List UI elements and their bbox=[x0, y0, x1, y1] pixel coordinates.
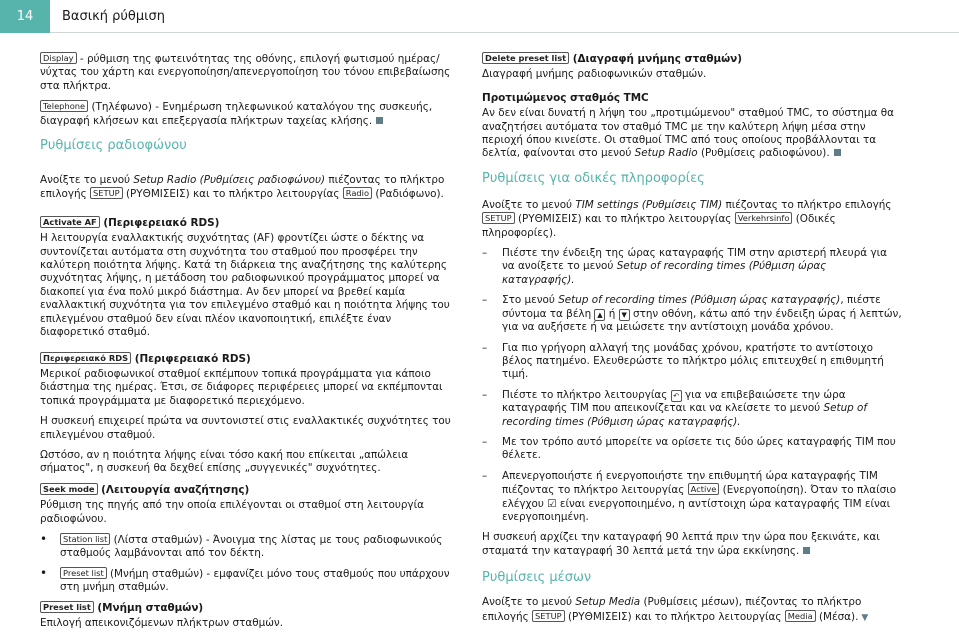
tim-intro: Ανοίξτε το μενού TIM settings (Ρυθμίσεις TIM) πιέζοντας το πλήκτρο επιλογής SETUP (ΡΥΘΜΙΣΕΙΣ) και το πλήκτρο λειτουργίας Verkehrsinfo (Οδικές πληροφορίες). bbox=[482, 198, 892, 239]
tim-note: Η συσκευή αρχίζει την καταγραφή 90 λεπτά πριν την ώρα που ξεκινάτε, και σταματά την καταγραφή 30 λεπτά μετά την ώρα εκκίνησης. bbox=[482, 531, 880, 557]
list-item: – Για πιο γρήγορη αλλαγή της μονάδας χρόνου, κρατήστε το αντίστοιχο βέλος πατημένο. Ελευθερώστε το πλήκτρο μόλις επιτευχθεί η επιθυμητή τιμή. bbox=[482, 342, 902, 382]
arrow-up-icon: ▲ bbox=[594, 309, 605, 321]
setup-key: SETUP bbox=[90, 187, 123, 199]
chevron-down-icon: ▼ bbox=[861, 612, 869, 623]
list-item: – Απενεργοποιήστε ή ενεργοποιήστε την επιθυμητή ώρα καταγραφής TIM πιέζοντας το πλήκτρο λειτουργίας Active (Ενεργοποίηση). Όταν το πλαίσιο ελέγχου ☑ είναι ενεργοποιημένο, η αντίστοιχη ώρα καταγραφής TIM είναι ενεργοποιημένη. bbox=[482, 470, 902, 525]
seek-mode-key: Seek mode bbox=[40, 483, 98, 495]
regional-text-3: Ωστόσο, αν η ποιότητα λήψης είναι τόσο κακή που επίκειται „απώλεια σήματος", η συσκευή θα δεχθεί επίσης „συγγενικές" συχνότητες. bbox=[40, 448, 409, 475]
telephone-paragraph: Telephone (Τηλέφωνο) - Ενημέρωση τηλεφωνικού καταλόγου της συσκευής, διαγραφή κλήσεων και επεξεργασία πλήκτρων ταχείας κλήσης. bbox=[40, 101, 433, 127]
af-text: Η λειτουργία εναλλακτικής συχνότητας (AF) φροντίζει ώστε ο δέκτης να συντονίζεται αυτόματα στη συχνότητα του σταθμού που προσφέρει την καλύτερη ποιότητα λήψης. Κατά τη διάρκεια της αναζήτησης της καλύτερης συχνότητας λήψης, η μετάδοση του ραδιοφωνικού προγράμματος μπορεί να διακοπεί για ένα πολύ μικρό διάστημα. Αν δεν μπορεί να βρεθεί καμία εναλλακτική συχνότητα για τον επιλεγμένο σταθμό και η ποιότητα λήψης του επιλεγμένου σταθμού δεν είναι πλέον ικανοποιητική, επιλέξτε έναν διαφορετικό σταθμό. bbox=[40, 232, 450, 339]
back-icon: ↶ bbox=[671, 390, 682, 402]
end-marker-icon bbox=[376, 117, 383, 124]
page-title: Βασική ρύθμιση bbox=[62, 9, 166, 24]
preset-list-key: Preset list bbox=[60, 567, 107, 579]
list-item: – Με τον τρόπο αυτό μπορείτε να ορίσετε τις δύο ώρες καταγραφής TIM που θέλετε. bbox=[482, 436, 902, 463]
section-heading-media: Ρυθμίσεις μέσων bbox=[482, 570, 592, 586]
activate-af-key: Activate AF bbox=[40, 216, 100, 228]
delete-preset-key: Delete preset list bbox=[482, 52, 569, 64]
left-column bbox=[40, 52, 458, 637]
media-intro: Ανοίξτε το μενού Setup Media (Ρυθμίσεις μέσων), πιέζοντας το πλήκτρο επιλογής SETUP (ΡΥΘΜΙΣΕΙΣ) και το πλήκτρο λειτουργίας Media (Μέσα). ▼ bbox=[482, 596, 902, 625]
active-key: Active bbox=[688, 483, 720, 495]
media-key: Media bbox=[785, 610, 816, 622]
page-number: 14 bbox=[0, 0, 50, 33]
header-divider bbox=[50, 32, 959, 33]
seek-text: Ρύθμιση της πηγής από την οποία επιλέγονται οι σταθμοί στη λειτουργία ραδιοφώνου. bbox=[40, 499, 424, 525]
delete-text: Διαγραφή μνήμης ραδιοφωνικών σταθμών. bbox=[482, 68, 707, 81]
setup-key: SETUP bbox=[532, 610, 565, 622]
end-marker-icon bbox=[803, 547, 810, 554]
end-marker-icon bbox=[834, 149, 841, 156]
list-item: • Preset list (Μνήμη σταθμών) - εμφανίζει μόνο τους σταθμούς που υπάρχουν στη μνήμη σταθμών. bbox=[40, 567, 458, 595]
display-key: Display bbox=[40, 52, 77, 64]
regional-text-2: Η συσκευή επιχειρεί πρώτα να συντονιστεί στις εναλλακτικές συχνότητες του επιλεγμένου σταθμού. bbox=[40, 415, 451, 441]
list-item: • Station list (Λίστα σταθμών) - Άνοιγμα της λίστας με τους ραδιοφωνικούς σταθμούς λαμβάνονται από τον δέκτη. bbox=[40, 533, 458, 561]
regional-rds-key: Περιφερειακό RDS bbox=[40, 352, 131, 364]
list-item: – Στο μενού Setup of recording times (Ρύθμιση ώρας καταγραφής), πιέστε σύντομα τα βέλη ▲ ή ▼ στην οθόνη, κάτω από την ένδειξη ώρας ή λεπτών, για να αυξήσετε ή να μειώσετε την αντίστοιχη μονάδα χρόνου. bbox=[482, 294, 902, 334]
radio-intro: Ανοίξτε το μενού Setup Radio (Ρυθμίσεις ραδιοφώνου) πιέζοντας το πλήκτρο επιλογής SETUP (ΡΥΘΜΙΣΕΙΣ) και το πλήκτρο λειτουργίας Radio (Ραδιόφωνο). bbox=[40, 174, 445, 201]
section-heading-traffic: Ρυθμίσεις για οδικές πληροφορίες bbox=[482, 170, 705, 186]
list-item: – Πιέστε το πλήκτρο λειτουργίας ↶ για να επιβεβαιώσετε την ώρα καταγραφής TIM που απεικονίζεται και να κλείσετε το μενού Setup of recording times (Ρύθμιση ώρας καταγραφής). bbox=[482, 389, 902, 429]
tmc-text: Αν δεν είναι δυνατή η λήψη του „προτιμώμενου" σταθμού TMC, το σύστημα θα αναζητήσει αυτόματα τον σταθμό TMC με την καλύτερη λήψη μέσα στην περιοχή όπου κινείστε. Οι σταθμοί TMC από τους οποίους προβάλλονται τα δελτία, φαίνονται στο μενού Setup Radio (Ρυθμίσεις ραδιοφώνου). bbox=[482, 107, 894, 160]
section-heading-radio: Ρυθμίσεις ραδιοφώνου bbox=[40, 138, 187, 154]
list-item: – Πιέστε την ένδειξη της ώρας καταγραφής TIM στην αριστερή πλευρά για να ανοίξετε το μενού Setup of recording times (Ρύθμιση ώρας καταγραφής). bbox=[482, 247, 902, 287]
arrow-down-icon: ▼ bbox=[619, 309, 630, 321]
preset-heading: Preset list (Μνήμη σταθμών) bbox=[40, 601, 458, 615]
traffic-info-key: Verkehrsinfo bbox=[735, 212, 793, 224]
preset-list-key-2: Preset list bbox=[40, 601, 94, 613]
radio-key: Radio bbox=[343, 187, 372, 199]
af-heading: Activate AF (Περιφερειακό RDS) bbox=[40, 216, 458, 230]
seek-heading: Seek mode (Λειτουργία αναζήτησης) bbox=[40, 483, 458, 497]
regional-heading: Περιφερειακό RDS (Περιφερειακό RDS) bbox=[40, 352, 458, 366]
station-list-key: Station list bbox=[60, 533, 110, 545]
checkbox-icon: ☑ bbox=[547, 497, 557, 510]
delete-heading: Delete preset list (Διαγραφή μνήμης σταθμών) bbox=[482, 52, 902, 66]
telephone-key: Telephone bbox=[40, 100, 88, 112]
right-column bbox=[482, 52, 902, 632]
display-paragraph: Display - ρύθμιση της φωτεινότητας της οθόνης, επιλογή φωτισμού ημέρας/νύχτας του χάρτη και ενεργοποίηση/απενεργοποίηση του τόνου επιβεβαίωσης στα πλήκτρα. bbox=[40, 53, 451, 92]
tmc-heading: Προτιμώμενος σταθμός TMC bbox=[482, 91, 649, 104]
preset-text: Επιλογή απεικονιζόμενων πλήκτρων σταθμών. bbox=[40, 617, 284, 629]
setup-key: SETUP bbox=[482, 212, 515, 224]
regional-text: Μερικοί ραδιοφωνικοί σταθμοί εκπέμπουν τοπικά προγράμματα για κάποιο διάστημα της ημέρας. Έτσι, σε διάφορες περιφέρειες μπορεί να εκπέμπονται τοπικά προγράμματα με διαφορετικό περιεχόμενο. bbox=[40, 367, 443, 407]
page-header bbox=[0, 0, 959, 33]
